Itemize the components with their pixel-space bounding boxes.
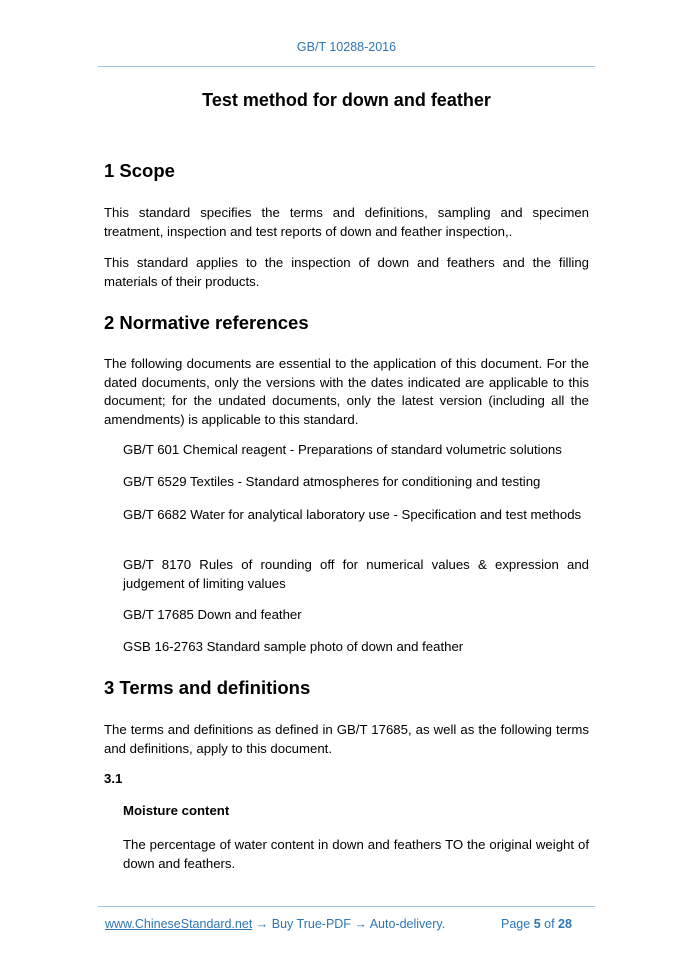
reference-item: GSB 16-2763 Standard sample photo of down and feather (123, 639, 464, 654)
page-total: 28 (558, 917, 572, 931)
header-standard-code: GB/T 10288-2016 (296, 40, 397, 54)
reference-item: GB/T 601 Chemical reagent - Preparations of standard volumetric solutions (123, 442, 562, 457)
page-label: Page (501, 917, 531, 931)
header-divider (98, 66, 595, 67)
footer-divider (98, 906, 595, 907)
normative-intro-paragraph: The following documents are essential to the application of this document. For the dated documents, only the versions with the dates indicated are applicable to this document; for the undated documents, only the latest version (including all the amendments) is applicable to this standard. (104, 356, 589, 427)
document-title: Test method for down and feather (202, 90, 491, 110)
scope-paragraph-2: This standard applies to the inspection of down and feathers and the filling materials of their products. (104, 255, 589, 289)
reference-item: GB/T 6529 Textiles - Standard atmospheres for conditioning and testing (123, 474, 541, 489)
scope-paragraph-1: This standard specifies the terms and definitions, sampling and specimen treatment, inspection and test reports of down and feather inspection,. (104, 205, 589, 239)
term-number: 3.1 (104, 771, 123, 786)
reference-item: GB/T 8170 Rules of rounding off for numerical values & expression and judgement of limiting values (123, 557, 589, 591)
page-indicator (501, 917, 572, 931)
term-definition: The percentage of water content in down and feathers TO the original weight of down and feathers. (123, 837, 589, 871)
reference-item: GB/T 17685 Down and feather (123, 607, 302, 622)
term-name: Moisture content (123, 803, 230, 818)
page-current: 5 (533, 917, 541, 931)
section-heading-scope: 1 Scope (104, 160, 175, 181)
reference-item: GB/T 6682 Water for analytical laboratory use - Specification and test methods (123, 507, 582, 522)
terms-intro-paragraph: The terms and definitions as defined in GB/T 17685, as well as the following terms and definitions, apply to this document. (104, 722, 589, 756)
footer-promo (105, 917, 445, 931)
page-of-label: of (544, 917, 555, 931)
footer-tagline: → Buy True-PDF → Auto-delivery. (252, 917, 446, 931)
section-heading-normative-references: 2 Normative references (104, 312, 309, 333)
website-link[interactable]: www.ChineseStandard.net (105, 917, 253, 931)
section-heading-terms-and-definitions: 3 Terms and definitions (104, 677, 311, 698)
